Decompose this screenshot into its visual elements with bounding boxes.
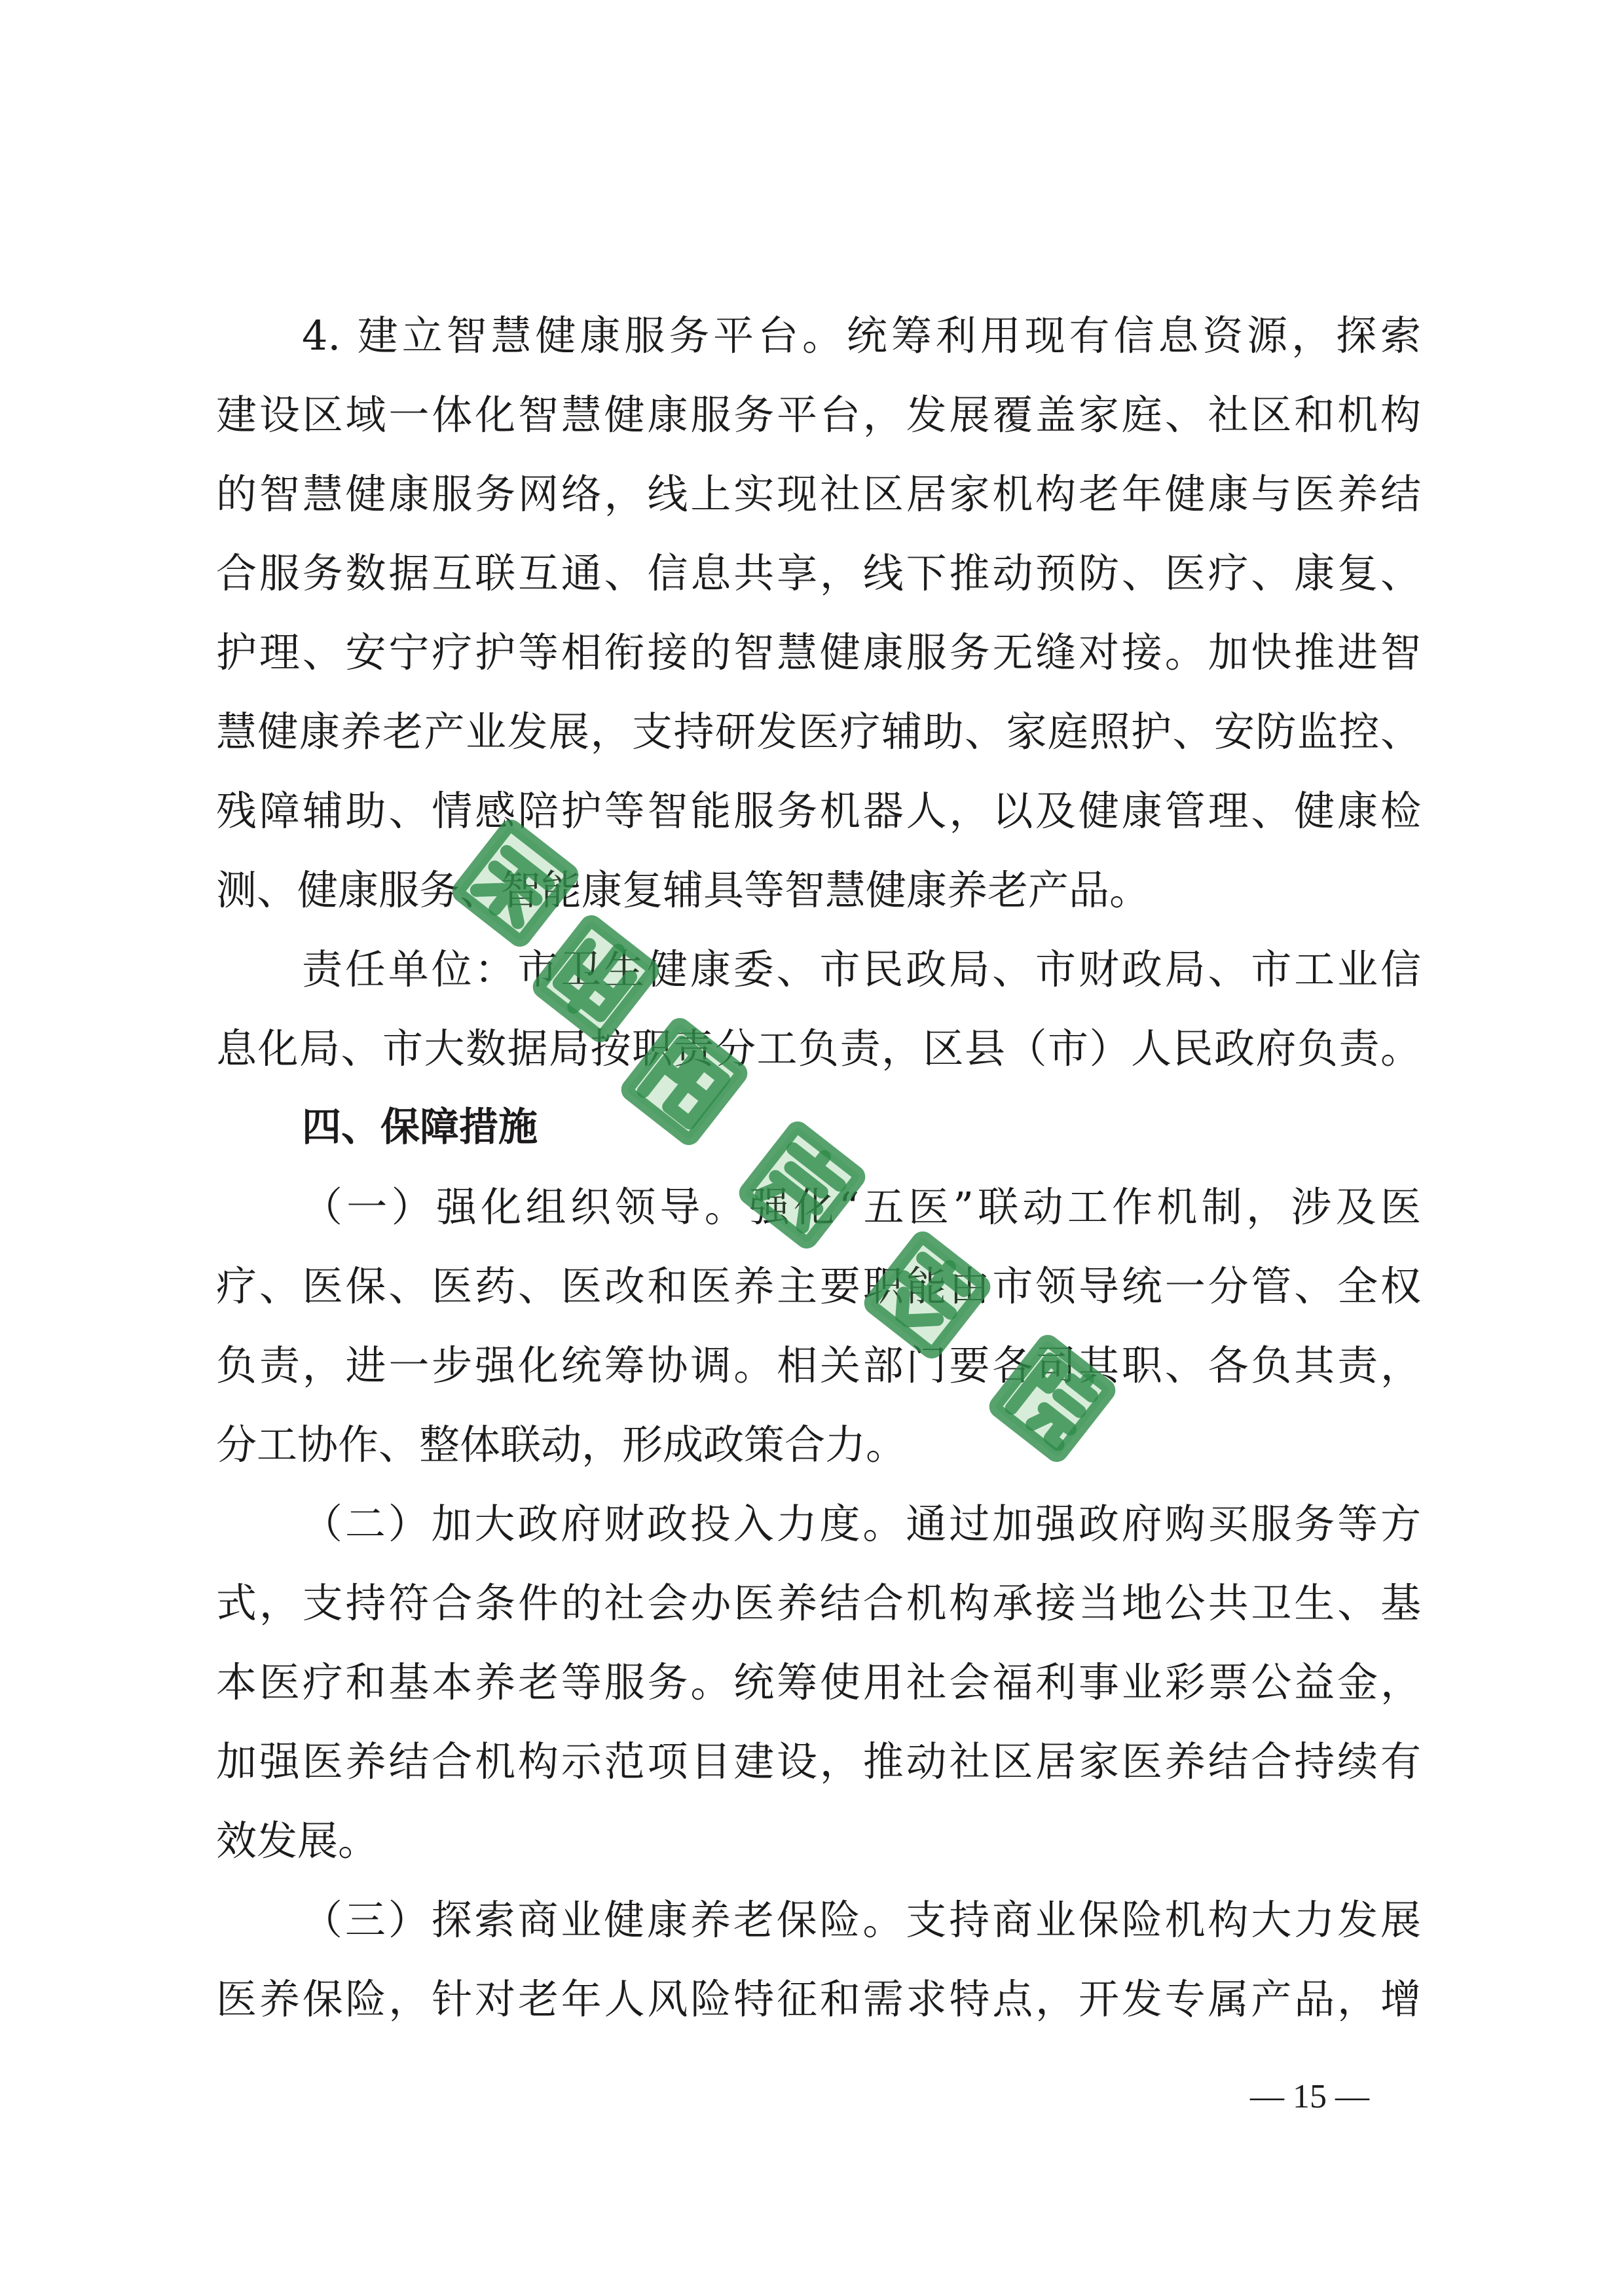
paragraph-line: 慧健康养老产业发展，支持研发医疗辅助、家庭照护、安防监控、 [216, 708, 1421, 756]
section-heading: 四、保障措施 [302, 1104, 538, 1150]
paragraph-line: （三）探索商业健康养老保险。支持商业保险机构大力发展 [302, 1896, 1421, 1944]
paragraph-line: （一）强化组织领导。强化“五医”联动工作机制，涉及医 [302, 1183, 1421, 1231]
paragraph-line: 4. 建立智慧健康服务平台。统筹利用现有信息资源，探索 [302, 312, 1421, 359]
paragraph-line: 分工协作、整体联动，形成政策合力。 [216, 1421, 907, 1468]
paragraph-line: 的智慧健康服务网络，线上实现社区居家机构老年健康与医养结 [216, 470, 1421, 518]
paragraph-line: 建设区域一体化智慧健康服务平台，发展覆盖家庭、社区和机构 [216, 391, 1421, 439]
responsible-units-line: 责任单位：市卫生健康委、市民政局、市财政局、市工业信 [302, 945, 1421, 993]
paragraph-line: 护理、安宁疗护等相衔接的智慧健康服务无缝对接。加快推进智 [216, 629, 1421, 676]
paragraph-line: 疗、医保、医药、医改和医养主要职能由市领导统一分管、全权 [216, 1262, 1421, 1310]
paragraph-line: 本医疗和基本养老等服务。统筹使用社会福利事业彩票公益金， [216, 1658, 1421, 1706]
paragraph-line: 负责，进一步强化统筹协调。相关部门要各司其职、各负其责， [216, 1341, 1421, 1389]
paragraph-line: 效发展。 [216, 1817, 379, 1865]
paragraph-line: 式，支持符合条件的社会办医养结合机构承接当地公共卫生、基 [216, 1579, 1421, 1627]
paragraph-line: 测、健康服务、智能康复辅具等智慧健康养老产品。 [216, 866, 1151, 914]
page-number: — 15 — [1250, 2078, 1369, 2115]
paragraph-line: 加强医养结合机构示范项目建设，推动社区居家医养结合持续有 [216, 1738, 1421, 1785]
paragraph-line: 合服务数据互联互通、信息共享，线下推动预防、医疗、康复、 [216, 549, 1421, 597]
paragraph-line: （二）加大政府财政投入力度。通过加强政府购买服务等方 [302, 1500, 1421, 1548]
paragraph-line: 残障辅助、情感陪护等智能服务机器人，以及健康管理、健康检 [216, 787, 1421, 835]
responsible-units-line: 息化局、市大数据局按职责分工负责，区县（市）人民政府负责。 [216, 1025, 1421, 1072]
paragraph-line: 医养保险，针对老年人风险特征和需求特点，开发专属产品，增 [216, 1975, 1421, 2023]
